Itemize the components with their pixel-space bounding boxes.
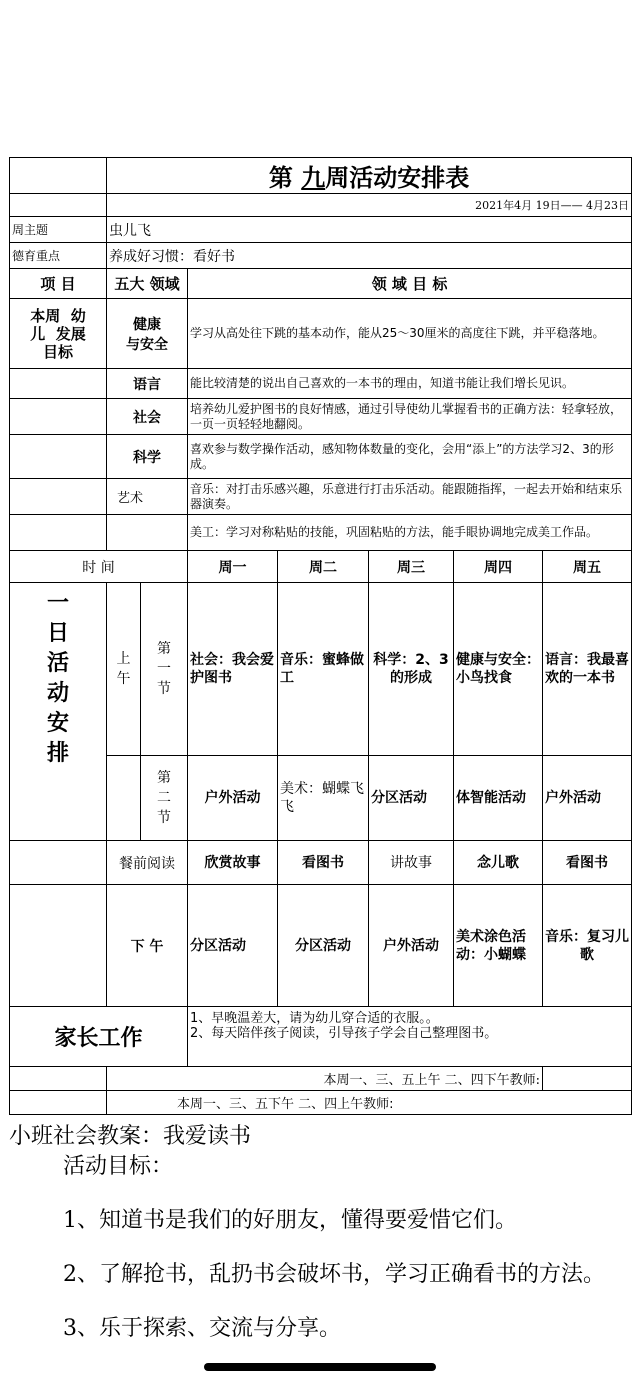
area-language: 语言: [107, 369, 188, 399]
pm-tuesday: 分区活动: [278, 885, 369, 1007]
pm-wednesday: 户外活动: [369, 885, 454, 1007]
p1-tuesday: 音乐：蜜蜂做工: [278, 583, 369, 756]
reading-friday: 看图书: [543, 841, 632, 885]
lesson-plan: [9, 1122, 634, 1344]
lesson-title: 小班社会教案：我爱读书: [9, 1124, 252, 1149]
goal-2: 2、了解抢书，乱扔书会破坏书，学习正确看书的方法。: [63, 1262, 605, 1287]
blank-cell: [10, 479, 107, 515]
goal-health: 学习从高处往下跳的基本动作，能从25～30厘米的高度往下跳，并平稳落地。: [188, 299, 632, 369]
area-society: 社会: [107, 399, 188, 435]
p1-wednesday: 科学：2、3的形成: [369, 583, 454, 756]
day-wednesday: 周三: [369, 551, 454, 583]
goal-society: 培养幼儿爱护图书的良好情感，通过引导使幼儿掌握看书的正确方法：轻拿轻放，一页一页轻轻地翻阅。: [188, 399, 632, 435]
blank-cell: [10, 399, 107, 435]
pm-friday: 音乐：复习儿歌: [543, 885, 632, 1007]
parent-work-label: 家长工作: [10, 1007, 188, 1067]
area-health: 健康 与安全: [107, 299, 188, 369]
reading-monday: 欣赏故事: [188, 841, 278, 885]
period-one-label: 第 一 节: [141, 583, 188, 756]
afternoon-label: 下 午: [107, 885, 188, 1007]
reading-thursday: 念儿歌: [454, 841, 543, 885]
date-range: 2021年4月 19日—— 4月23日: [107, 194, 632, 217]
area-science: 科学: [107, 435, 188, 479]
page-title: 第 九周活动安排表: [107, 158, 632, 194]
pm-thursday: 美术涂色活动：小蝴蝶: [454, 885, 543, 1007]
item-header: 项 目: [10, 269, 107, 299]
blank-cell: [10, 1067, 107, 1091]
blank-cell: [10, 194, 107, 217]
p2-wednesday: 分区活动: [369, 756, 454, 841]
day-tuesday: 周二: [278, 551, 369, 583]
areas-header: 五大 领域: [107, 269, 188, 299]
blank-cell: [10, 1091, 107, 1115]
blank-cell: [10, 435, 107, 479]
p2-monday: 户外活动: [188, 756, 278, 841]
goal-1: 1、知道书是我们的好朋友，懂得要爱惜它们。: [63, 1208, 517, 1233]
p2-tuesday: 美术：蝴蝶飞飞: [278, 756, 369, 841]
area-art: 艺术: [107, 479, 188, 515]
p1-friday: 语言：我最喜欢的一本书: [543, 583, 632, 756]
home-indicator[interactable]: [204, 1363, 436, 1371]
day-friday: 周五: [543, 551, 632, 583]
goal-art-craft: 美工：学习对称粘贴的技能，巩固粘贴的方法，能手眼协调地完成美工作品。: [188, 515, 632, 551]
goal-heading: 活动目标：: [63, 1154, 174, 1179]
blank-cell: [10, 841, 107, 885]
p1-thursday: 健康与安全：小鸟找食: [454, 583, 543, 756]
goal-language: 能比较清楚的说出自己喜欢的一本书的理由，知道书能让我们增长见识。: [188, 369, 632, 399]
goals-header: 领 域 目 标: [188, 269, 632, 299]
parent-work-notes: 1、早晚温差大，请为幼儿穿合适的衣服。。 2、每天陪伴孩子阅读，引导孩子学会自己整理图书。: [188, 1007, 632, 1067]
theme-label: 周主题: [10, 217, 107, 243]
reading-wednesday: 讲故事: [369, 841, 454, 885]
day-thursday: 周四: [454, 551, 543, 583]
teacher-row-2: 本周一、三、五下午 二、四上午教师:: [107, 1091, 632, 1115]
period-two-label: 第 二 节: [141, 756, 188, 841]
theme-value: 虫儿飞: [107, 217, 632, 243]
blank-cell: [10, 369, 107, 399]
p1-monday: 社会：我会爱护图书: [188, 583, 278, 756]
goal-3: 3、乐于探索、交流与分享。: [63, 1316, 341, 1341]
p2-thursday: 体智能活动: [454, 756, 543, 841]
blank-cell: [107, 515, 188, 551]
moral-label: 德育重点: [10, 243, 107, 269]
blank-cell: [10, 158, 107, 194]
blank-cell: [543, 1067, 632, 1091]
daily-schedule-label: 一 日 活 动 安 排: [10, 583, 107, 841]
p2-friday: 户外活动: [543, 756, 632, 841]
blank-cell: [107, 756, 141, 841]
blank-cell: [10, 515, 107, 551]
goal-art-music: 音乐：对打击乐感兴趣，乐意进行打击乐活动。能跟随指挥，一起去开始和结束乐器演奏。: [188, 479, 632, 515]
pm-monday: 分区活动: [188, 885, 278, 1007]
reading-label: 餐前阅读: [107, 841, 188, 885]
reading-tuesday: 看图书: [278, 841, 369, 885]
morning-label: 上 午: [107, 583, 141, 756]
development-goals-label: 本周 幼 儿 发展 目标: [10, 299, 107, 369]
moral-value: 养成好习惯：看好书: [107, 243, 632, 269]
teacher-row-1: 本周一、三、五上午 二、四下午教师:: [107, 1067, 543, 1091]
time-label: 时 间: [10, 551, 188, 583]
day-monday: 周一: [188, 551, 278, 583]
goal-science: 喜欢参与数学操作活动，感知物体数量的变化，会用“添上”的方法学习2、3的形成。: [188, 435, 632, 479]
schedule-table: [9, 157, 632, 1115]
blank-cell: [10, 885, 107, 1007]
